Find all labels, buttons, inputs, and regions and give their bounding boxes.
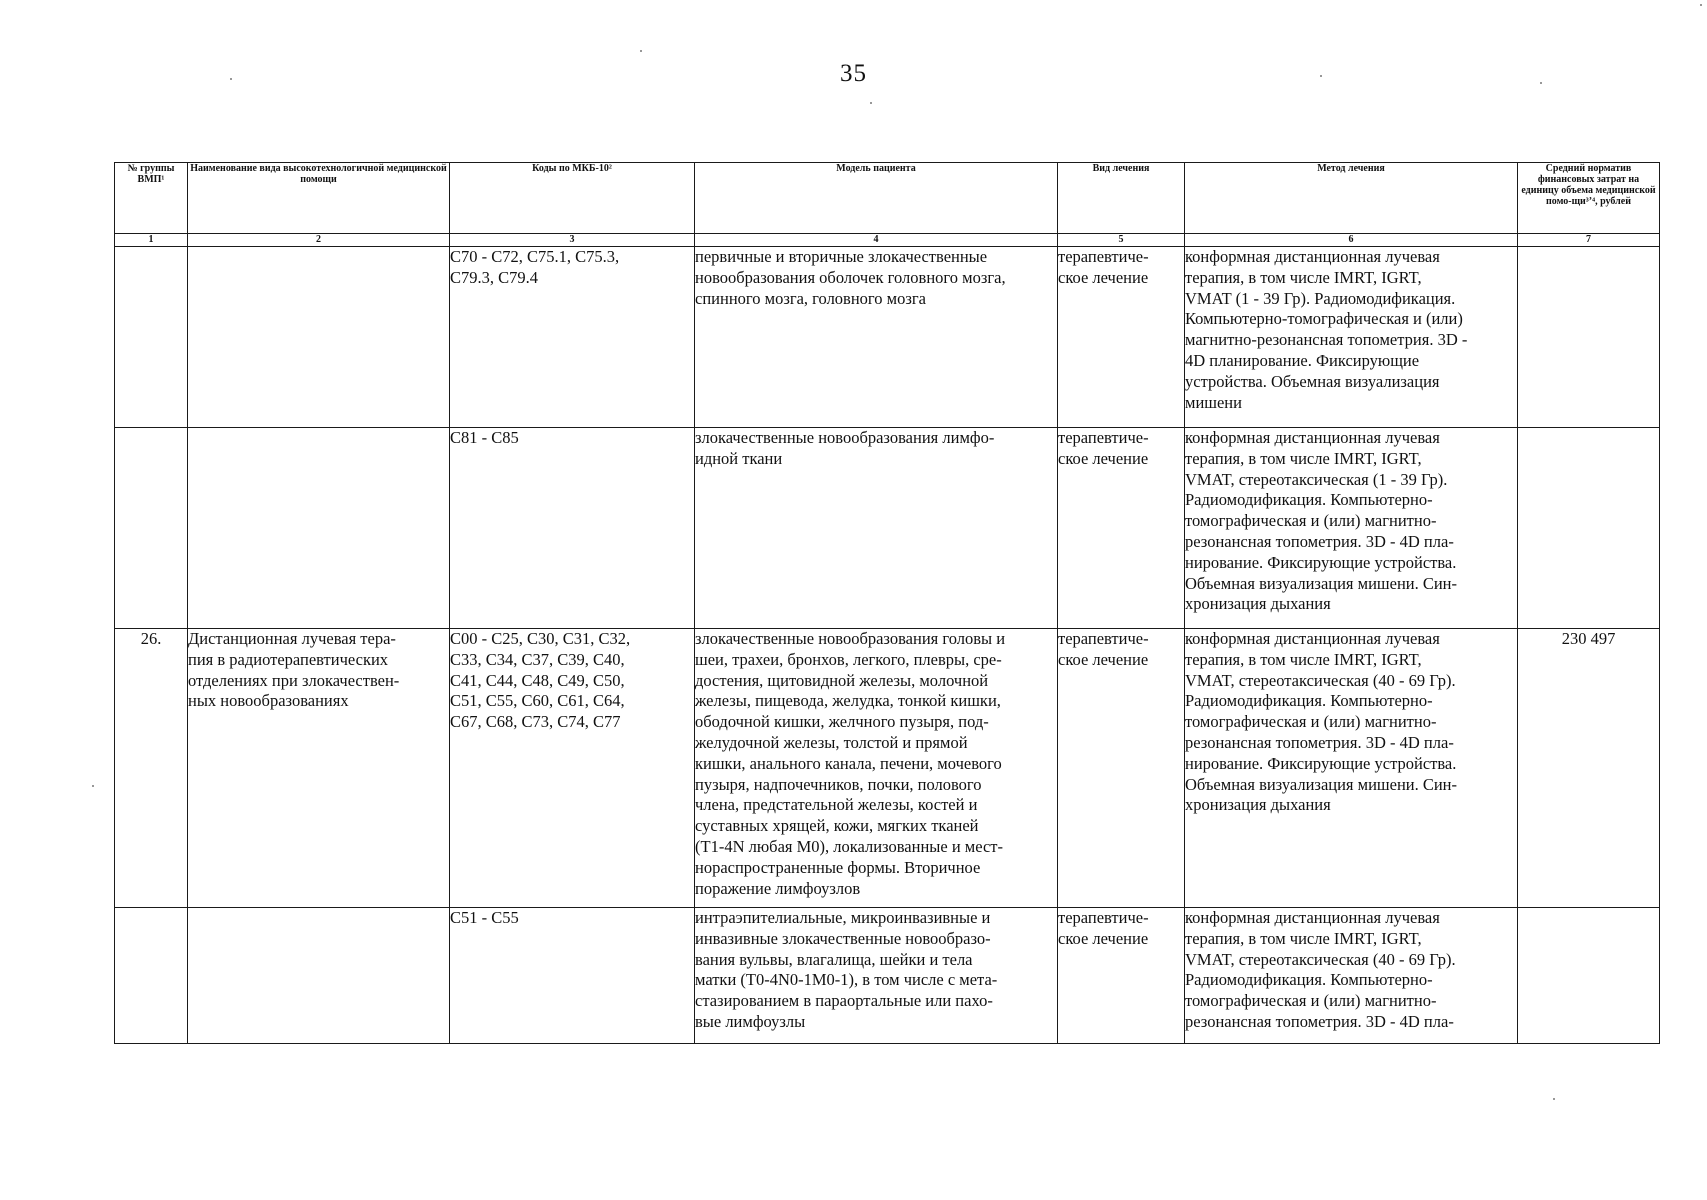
header-treatment-type: Вид лечения	[1058, 163, 1185, 234]
table-row	[115, 908, 1660, 1044]
icd-codes-cell: C00 - C25, C30, C31, C32, C33, C34, C37, C39, C40, C41, C44, C48, C49, C50, C51, C55, C60, C61, C64, C67, C68, C73, C74, C77	[450, 629, 695, 908]
icd-codes-cell: C81 - C85	[450, 428, 695, 629]
scan-speck	[1553, 1098, 1555, 1100]
patient-model-cell: первичные и вторичные злокачественные новообразования оболочек головного мозга, спинного мозга, головного мозга	[695, 247, 1058, 428]
average-cost-cell	[1518, 428, 1660, 629]
column-number-row	[115, 234, 1660, 247]
treatment-method-cell: конформная дистанционная лучевая терапия, в том числе IMRT, IGRT, VMAT, стереотаксическая (1 - 39 Гр). Радиомодификация. Компьютерно- томографическая и (или) магнитно- резонансная топометрия. 3D - 4D пла- нирование. Фиксирующие устройства. Объемная визуализация мишени. Син- хронизация дыхания	[1185, 428, 1518, 629]
header-care-type-name: Наименование вида высокотехнологичной медицинской помощи	[188, 163, 450, 234]
table-row	[115, 247, 1660, 428]
care-type-name-cell	[188, 908, 450, 1044]
column-number: 5	[1058, 234, 1185, 247]
icd-codes-cell: C51 - C55	[450, 908, 695, 1044]
column-number: 1	[115, 234, 188, 247]
care-type-name-cell	[188, 428, 450, 629]
scan-speck	[870, 102, 872, 104]
scan-speck	[1700, 4, 1702, 6]
scan-speck	[1320, 75, 1322, 77]
vmp-table	[114, 162, 1660, 1044]
header-icd-codes: Коды по МКБ-10²	[450, 163, 695, 234]
care-type-name-cell: Дистанционная лучевая тера- пия в радиотерапевтических отделениях при злокачествен- ных новообразованиях	[188, 629, 450, 908]
scan-speck	[92, 785, 94, 787]
treatment-type-cell: терапевтиче- ское лечение	[1058, 908, 1185, 1044]
care-type-name-cell	[188, 247, 450, 428]
column-number: 7	[1518, 234, 1660, 247]
header-group-number: № группы ВМП¹	[115, 163, 188, 234]
treatment-type-cell: терапевтиче- ское лечение	[1058, 428, 1185, 629]
average-cost-cell	[1518, 247, 1660, 428]
scan-speck	[230, 78, 232, 80]
group-number-cell	[115, 428, 188, 629]
page-number: 35	[840, 60, 867, 87]
group-number-cell: 26.	[115, 629, 188, 908]
patient-model-cell: интраэпителиальные, микроинвазивные и инвазивные злокачественные новообразо- вания вульвы, влагалища, шейки и тела матки (T0-4N0-1M0-1), в том числе с мета- стазированием в параортальные или пахо- вые лимфоузлы	[695, 908, 1058, 1044]
column-number: 6	[1185, 234, 1518, 247]
treatment-method-cell: конформная дистанционная лучевая терапия, в том числе IMRT, IGRT, VMAT, стереотаксическая (40 - 69 Гр). Радиомодификация. Компьютерно- томографическая и (или) магнитно- резонансная топометрия. 3D - 4D пла-	[1185, 908, 1518, 1044]
patient-model-cell: злокачественные новообразования лимфо- идной ткани	[695, 428, 1058, 629]
group-number-cell	[115, 247, 188, 428]
scan-speck	[640, 50, 642, 52]
average-cost-cell	[1518, 908, 1660, 1044]
icd-codes-cell: C70 - C72, C75.1, C75.3, C79.3, C79.4	[450, 247, 695, 428]
header-patient-model: Модель пациента	[695, 163, 1058, 234]
table-row	[115, 428, 1660, 629]
treatment-method-cell: конформная дистанционная лучевая терапия, в том числе IMRT, IGRT, VMAT (1 - 39 Гр). Радиомодификация. Компьютерно-томографическая и (или) магнитно-резонансная топометрия. 3D - 4D планирование. Фиксирующие устройства. Объемная визуализация мишени	[1185, 247, 1518, 428]
header-treatment-method: Метод лечения	[1185, 163, 1518, 234]
treatment-type-cell: терапевтиче- ское лечение	[1058, 247, 1185, 428]
column-number: 3	[450, 234, 695, 247]
patient-model-cell: злокачественные новообразования головы и шеи, трахеи, бронхов, легкого, плевры, сре- достения, щитовидной железы, молочной железы, пищевода, желудка, тонкой кишки, ободочной кишки, желчного пузыря, под- желудочной железы, толстой и прямой кишки, анального канала, печени, мочевого пузыря, надпочечников, почки, полового члена, предстательной железы, костей и суставных хрящей, кожи, мягких тканей (T1-4N любая M0), локализованные и мест- нораспространенные формы. Вторичное поражение лимфоузлов	[695, 629, 1058, 908]
group-number-cell	[115, 908, 188, 1044]
header-average-cost: Средний норматив финансовых затрат на единицу объема медицинской помо-щи³ʼ⁴, рублей	[1518, 163, 1660, 234]
column-number: 2	[188, 234, 450, 247]
scan-speck	[1540, 82, 1542, 84]
header-row	[115, 163, 1660, 234]
treatment-type-cell: терапевтиче- ское лечение	[1058, 629, 1185, 908]
average-cost-cell: 230 497	[1518, 629, 1660, 908]
table-row	[115, 629, 1660, 908]
treatment-method-cell: конформная дистанционная лучевая терапия, в том числе IMRT, IGRT, VMAT, стереотаксическая (40 - 69 Гр). Радиомодификация. Компьютерно- томографическая и (или) магнитно- резонансная топометрия. 3D - 4D пла- нирование. Фиксирующие устройства. Объемная визуализация мишени. Син- хронизация дыхания	[1185, 629, 1518, 908]
column-number: 4	[695, 234, 1058, 247]
